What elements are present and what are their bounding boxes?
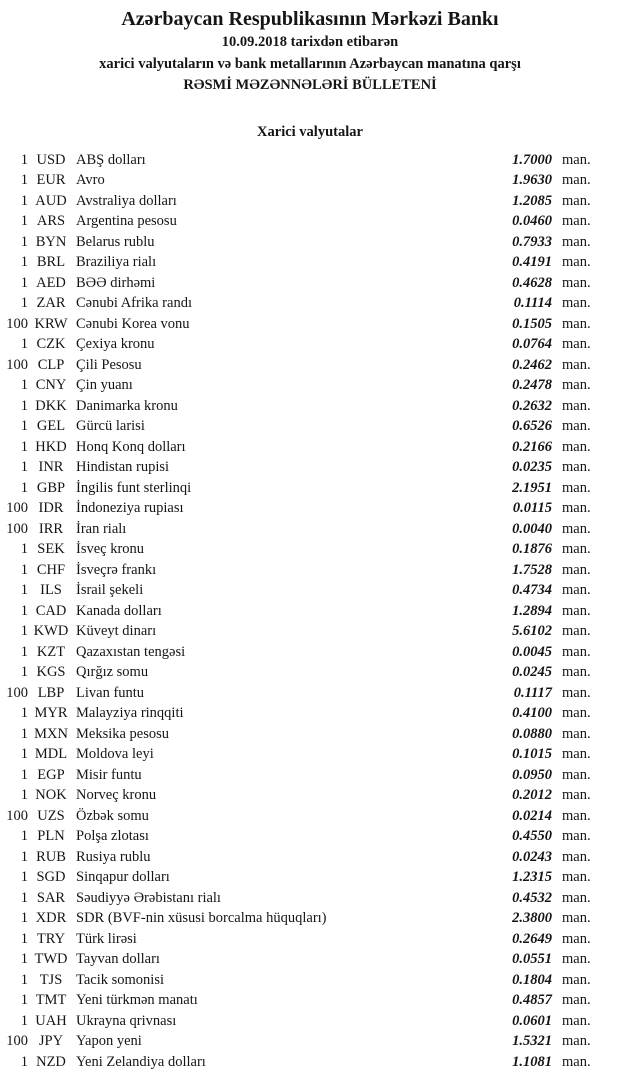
rate-value: 1.2085 (512, 192, 552, 209)
currency-code: EGP (37, 766, 65, 783)
unit-label: man. (562, 172, 591, 188)
unit-label: man. (562, 869, 591, 885)
currency-code: LBP (37, 684, 65, 701)
unit-label: man. (562, 377, 591, 393)
currency-code: SAR (36, 889, 66, 906)
rate-value: 1.2315 (512, 869, 552, 885)
unit-label: man. (562, 930, 591, 947)
rate-value: 0.4100 (512, 705, 552, 721)
currency-row-mdl (0, 744, 620, 765)
unit-label: man. (562, 807, 591, 824)
unit-label: man. (562, 664, 591, 680)
currency-code: EUR (36, 172, 66, 188)
scope-line: xarici valyutaların və bank metallarının Azərbaycan manatına qarşı (99, 55, 521, 72)
quantity: 1 (20, 787, 28, 803)
currency-name: Tayvan dolları (76, 951, 160, 967)
quantity: 100 (6, 520, 28, 537)
rate-value: 0.0764 (512, 336, 552, 352)
currency-name: Belarus rublu (76, 233, 155, 250)
currency-name: İngilis funt sterlinqi (76, 479, 192, 496)
currency-name: Misir funtu (76, 766, 142, 783)
unit-label: man. (562, 848, 591, 865)
currency-name: İran rialı (76, 520, 127, 537)
currency-name: Sinqapur dolları (76, 869, 170, 885)
currency-row-tmt (0, 990, 620, 1011)
currency-row-kzt (0, 642, 620, 663)
unit-label: man. (562, 828, 591, 844)
unit-label: man. (562, 1053, 591, 1070)
currency-name: Avstraliya dolları (76, 192, 177, 209)
currency-name: Norveç kronu (76, 787, 157, 803)
unit-label: man. (562, 602, 591, 619)
currency-name: Honq Konq dolları (76, 438, 186, 455)
rate-value: 0.2632 (512, 397, 552, 414)
quantity: 1 (20, 725, 28, 742)
bulletin-title: RƏSMİ MƏZƏNNƏLƏRİ BÜLLETENİ (183, 77, 437, 93)
currency-row-ils (0, 580, 620, 601)
quantity: 1 (20, 438, 28, 455)
currency-code: CNY (35, 377, 67, 393)
currency-name: Yapon yeni (76, 1033, 142, 1049)
currency-code: HKD (35, 438, 67, 455)
quantity: 1 (20, 746, 28, 762)
quantity: 100 (6, 807, 28, 824)
currency-name: Çili Pesosu (76, 356, 142, 373)
quantity: 100 (6, 1033, 28, 1049)
currency-row-sek (0, 539, 620, 560)
currency-name: Ukrayna qrivnası (76, 1012, 177, 1029)
rate-value: 0.0045 (512, 643, 552, 660)
currency-row-lbp (0, 683, 620, 704)
quantity: 1 (20, 479, 28, 496)
currency-code: CLP (37, 356, 65, 373)
unit-label: man. (562, 889, 591, 906)
unit-label: man. (562, 910, 591, 926)
rate-value: 1.2894 (512, 602, 552, 619)
quantity: 1 (20, 397, 28, 414)
unit-label: man. (562, 438, 591, 455)
quantity: 1 (20, 561, 28, 578)
unit-label: man. (562, 541, 591, 557)
rate-value: 0.4532 (512, 889, 552, 906)
currency-code: KWD (33, 623, 69, 639)
currency-row-kwd (0, 621, 620, 642)
currency-rates-table (0, 150, 620, 1073)
currency-code: DKK (35, 397, 67, 414)
currency-row-aud (0, 191, 620, 212)
currency-row-czk (0, 334, 620, 355)
rate-value: 0.6526 (512, 418, 552, 434)
currency-code: SGD (36, 869, 66, 885)
rate-value: 0.0950 (512, 766, 552, 783)
unit-label: man. (562, 1012, 591, 1029)
unit-label: man. (562, 520, 591, 537)
rate-value: 0.4857 (512, 992, 552, 1008)
quantity: 1 (20, 172, 28, 188)
quantity: 1 (20, 766, 28, 783)
rate-value: 0.0460 (512, 213, 552, 229)
rate-value: 0.2166 (512, 438, 552, 455)
rate-value: 0.1804 (512, 971, 552, 988)
currency-name: Hindistan rupisi (76, 459, 170, 475)
section-title-foreign-currencies: Xarici valyutalar (257, 123, 363, 140)
unit-label: man. (562, 643, 591, 660)
unit-label: man. (562, 1033, 591, 1049)
currency-row-irr (0, 519, 620, 540)
quantity: 1 (20, 951, 28, 967)
quantity: 1 (20, 459, 28, 475)
rate-value: 0.0235 (512, 459, 552, 475)
currency-name: ABŞ dolları (76, 151, 146, 168)
quantity: 100 (6, 315, 28, 332)
currency-code: ARS (36, 213, 66, 229)
rate-value: 1.1081 (512, 1053, 552, 1070)
bulletin-header (0, 0, 620, 97)
quantity: 1 (20, 602, 28, 619)
currency-code: GEL (36, 418, 66, 434)
unit-label: man. (562, 746, 591, 762)
rate-value: 1.5321 (512, 1033, 552, 1049)
quantity: 100 (6, 684, 28, 701)
quantity: 1 (20, 274, 28, 291)
currency-row-idr (0, 498, 620, 519)
currency-row-dkk (0, 396, 620, 417)
unit-label: man. (562, 684, 591, 701)
rate-value: 0.1505 (512, 315, 552, 332)
quantity: 1 (20, 664, 28, 680)
rate-value: 0.4628 (512, 274, 552, 291)
currency-code: AED (36, 274, 66, 291)
rate-value: 0.0040 (512, 520, 552, 537)
currency-row-hkd (0, 437, 620, 458)
currency-code: TWD (34, 951, 68, 967)
currency-code: PLN (37, 828, 65, 844)
currency-row-zar (0, 293, 620, 314)
currency-name: Avro (76, 172, 105, 188)
unit-label: man. (562, 479, 591, 496)
currency-name: Braziliya rialı (76, 254, 157, 270)
currency-row-uah (0, 1011, 620, 1032)
quantity: 1 (20, 643, 28, 660)
currency-row-ars (0, 211, 620, 232)
rate-value: 0.2462 (512, 356, 552, 373)
quantity: 1 (20, 705, 28, 721)
currency-code: ZAR (36, 295, 66, 311)
currency-code: KGS (36, 664, 66, 680)
rate-value: 1.7528 (512, 561, 552, 578)
currency-code: GBP (36, 479, 66, 496)
rate-value: 0.1876 (512, 541, 552, 557)
currency-row-chf (0, 560, 620, 581)
currency-name: Yeni türkmən manatı (76, 992, 198, 1008)
currency-name: Cənubi Afrika randı (76, 295, 192, 311)
currency-code: KZT (36, 643, 66, 660)
currency-row-rub (0, 847, 620, 868)
unit-label: man. (562, 725, 591, 742)
currency-name: Özbək somu (76, 807, 149, 824)
rate-value: 2.3800 (512, 910, 552, 926)
currency-name: Malayziya rinqqiti (76, 705, 184, 721)
currency-code: CZK (36, 336, 66, 352)
currency-name: Cənubi Korea vonu (76, 315, 190, 332)
rate-value: 1.9630 (512, 172, 552, 188)
currency-row-byn (0, 232, 620, 253)
quantity: 1 (20, 623, 28, 639)
rate-value: 0.0551 (512, 951, 552, 967)
rate-value: 0.2649 (512, 930, 552, 947)
currency-code: RUB (36, 848, 66, 865)
currency-code: BYN (35, 233, 67, 250)
currency-row-nok (0, 785, 620, 806)
unit-label: man. (562, 582, 591, 598)
currency-name: Qırğız somu (76, 664, 149, 680)
currency-row-nzd (0, 1052, 620, 1073)
rate-value: 0.1114 (513, 295, 552, 311)
currency-code: IRR (38, 520, 64, 537)
rate-value: 0.0243 (512, 848, 552, 865)
quantity: 1 (20, 1012, 28, 1029)
currency-row-cad (0, 601, 620, 622)
currency-row-inr (0, 457, 620, 478)
currency-code: ILS (40, 582, 62, 598)
rate-value: 0.0115 (512, 500, 552, 516)
rate-value: 0.2012 (512, 787, 552, 803)
currency-code: INR (38, 459, 64, 475)
unit-label: man. (562, 992, 591, 1008)
rate-value: 0.0601 (512, 1012, 552, 1029)
currency-code: BRL (36, 254, 66, 270)
unit-label: man. (562, 623, 591, 639)
currency-row-brl (0, 252, 620, 273)
currency-row-krw (0, 314, 620, 335)
currency-name: Türk lirəsi (76, 930, 137, 947)
unit-label: man. (562, 459, 591, 475)
rate-value: 0.4550 (512, 828, 552, 844)
quantity: 1 (20, 889, 28, 906)
unit-label: man. (562, 951, 591, 967)
currency-code: NOK (35, 787, 67, 803)
rate-value: 0.0214 (512, 807, 552, 824)
currency-row-try (0, 929, 620, 950)
quantity: 1 (20, 254, 28, 270)
currency-code: UAH (35, 1012, 67, 1029)
currency-code: KRW (34, 315, 68, 332)
currency-code: TJS (39, 971, 63, 988)
currency-row-jpy (0, 1031, 620, 1052)
currency-row-usd (0, 150, 620, 171)
currency-row-sar (0, 888, 620, 909)
currency-name: Səudiyyə Ərəbistanı rialı (76, 889, 221, 906)
currency-code: MYR (34, 705, 68, 721)
quantity: 1 (20, 336, 28, 352)
rate-value: 0.1015 (512, 746, 552, 762)
currency-row-mxn (0, 724, 620, 745)
unit-label: man. (562, 766, 591, 783)
quantity: 1 (20, 1053, 28, 1070)
quantity: 1 (20, 971, 28, 988)
quantity: 1 (20, 992, 28, 1008)
quantity: 1 (20, 192, 28, 209)
quantity: 100 (6, 500, 28, 516)
currency-row-cny (0, 375, 620, 396)
quantity: 1 (20, 910, 28, 926)
currency-name: İndoneziya rupiası (76, 500, 184, 516)
quantity: 1 (20, 233, 28, 250)
currency-code: XDR (35, 910, 67, 926)
currency-row-sgd (0, 867, 620, 888)
currency-row-kgs (0, 662, 620, 683)
unit-label: man. (562, 500, 591, 516)
currency-row-myr (0, 703, 620, 724)
quantity: 100 (6, 356, 28, 373)
rate-value: 0.1117 (513, 684, 552, 701)
currency-name: Kanada dolları (76, 602, 162, 619)
unit-label: man. (562, 356, 591, 373)
rate-value: 0.7933 (512, 233, 552, 250)
currency-code: MXN (34, 725, 68, 742)
currency-code: TMT (35, 992, 67, 1008)
currency-name: İsveç kronu (76, 541, 145, 557)
currency-row-uzs (0, 806, 620, 827)
rate-value: 2.1951 (512, 479, 552, 496)
currency-name: Çin yuanı (76, 377, 133, 393)
currency-name: SDR (BVF-nin xüsusi borcalma hüquqları) (76, 910, 327, 926)
quantity: 1 (20, 828, 28, 844)
unit-label: man. (562, 254, 591, 270)
currency-name: Rusiya rublu (76, 848, 151, 865)
currency-code: NZD (36, 1053, 66, 1070)
currency-code: IDR (38, 500, 64, 516)
quantity: 1 (20, 541, 28, 557)
unit-label: man. (562, 274, 591, 291)
currency-code: JPY (38, 1033, 64, 1049)
currency-name: Gürcü larisi (76, 418, 145, 434)
unit-label: man. (562, 233, 591, 250)
currency-name: Yeni Zelandiya dolları (76, 1053, 206, 1070)
currency-name: İsrail şekeli (76, 582, 144, 598)
rate-value: 0.2478 (512, 377, 552, 393)
currency-row-egp (0, 765, 620, 786)
currency-name: Çexiya kronu (76, 336, 155, 352)
unit-label: man. (562, 971, 591, 988)
currency-code: SEK (37, 541, 65, 557)
unit-label: man. (562, 418, 591, 434)
unit-label: man. (562, 561, 591, 578)
currency-name: Küveyt dinarı (76, 623, 157, 639)
quantity: 1 (20, 930, 28, 947)
quantity: 1 (20, 848, 28, 865)
unit-label: man. (562, 397, 591, 414)
currency-row-eur (0, 170, 620, 191)
currency-name: Argentina pesosu (76, 213, 177, 229)
unit-label: man. (562, 213, 591, 229)
quantity: 1 (20, 213, 28, 229)
quantity: 1 (20, 418, 28, 434)
currency-name: Polşa zlotası (76, 828, 149, 844)
unit-label: man. (562, 151, 591, 168)
currency-row-pln (0, 826, 620, 847)
rate-value: 0.4191 (512, 254, 552, 270)
currency-row-gel (0, 416, 620, 437)
currency-name: Danimarka kronu (76, 397, 178, 414)
bank-title: Azərbaycan Respublikasının Mərkəzi Bankı (121, 8, 499, 30)
unit-label: man. (562, 336, 591, 352)
currency-code: USD (36, 151, 66, 168)
currency-row-tjs (0, 970, 620, 991)
quantity: 1 (20, 377, 28, 393)
currency-row-gbp (0, 478, 620, 499)
currency-code: CAD (35, 602, 67, 619)
quantity: 1 (20, 582, 28, 598)
unit-label: man. (562, 705, 591, 721)
quantity: 1 (20, 869, 28, 885)
currency-row-twd (0, 949, 620, 970)
currency-name: Livan funtu (76, 684, 145, 701)
currency-row-clp (0, 355, 620, 376)
rate-value: 0.0245 (512, 664, 552, 680)
quantity: 1 (20, 295, 28, 311)
currency-row-xdr (0, 908, 620, 929)
currency-code: AUD (35, 192, 67, 209)
currency-row-aed (0, 273, 620, 294)
currency-code: CHF (36, 561, 66, 578)
effective-date-line: 10.09.2018 tarixdən etibarən (221, 34, 399, 50)
currency-name: Qazaxıstan tengəsi (76, 643, 186, 660)
quantity: 1 (20, 151, 28, 168)
rate-value: 0.4734 (512, 582, 552, 598)
unit-label: man. (562, 295, 591, 311)
currency-name: İsveçrə frankı (76, 561, 157, 578)
rate-value: 0.0880 (512, 725, 552, 742)
currency-name: Tacik somonisi (76, 971, 164, 988)
unit-label: man. (562, 192, 591, 209)
currency-code: TRY (36, 930, 66, 947)
currency-name: Moldova leyi (76, 746, 154, 762)
currency-name: BƏƏ dirhəmi (76, 274, 156, 291)
unit-label: man. (562, 315, 591, 332)
unit-label: man. (562, 787, 591, 803)
currency-code: MDL (34, 746, 68, 762)
currency-name: Meksika pesosu (76, 725, 170, 742)
rate-value: 5.6102 (512, 623, 552, 639)
currency-code: UZS (37, 807, 65, 824)
rate-value: 1.7000 (512, 151, 552, 168)
